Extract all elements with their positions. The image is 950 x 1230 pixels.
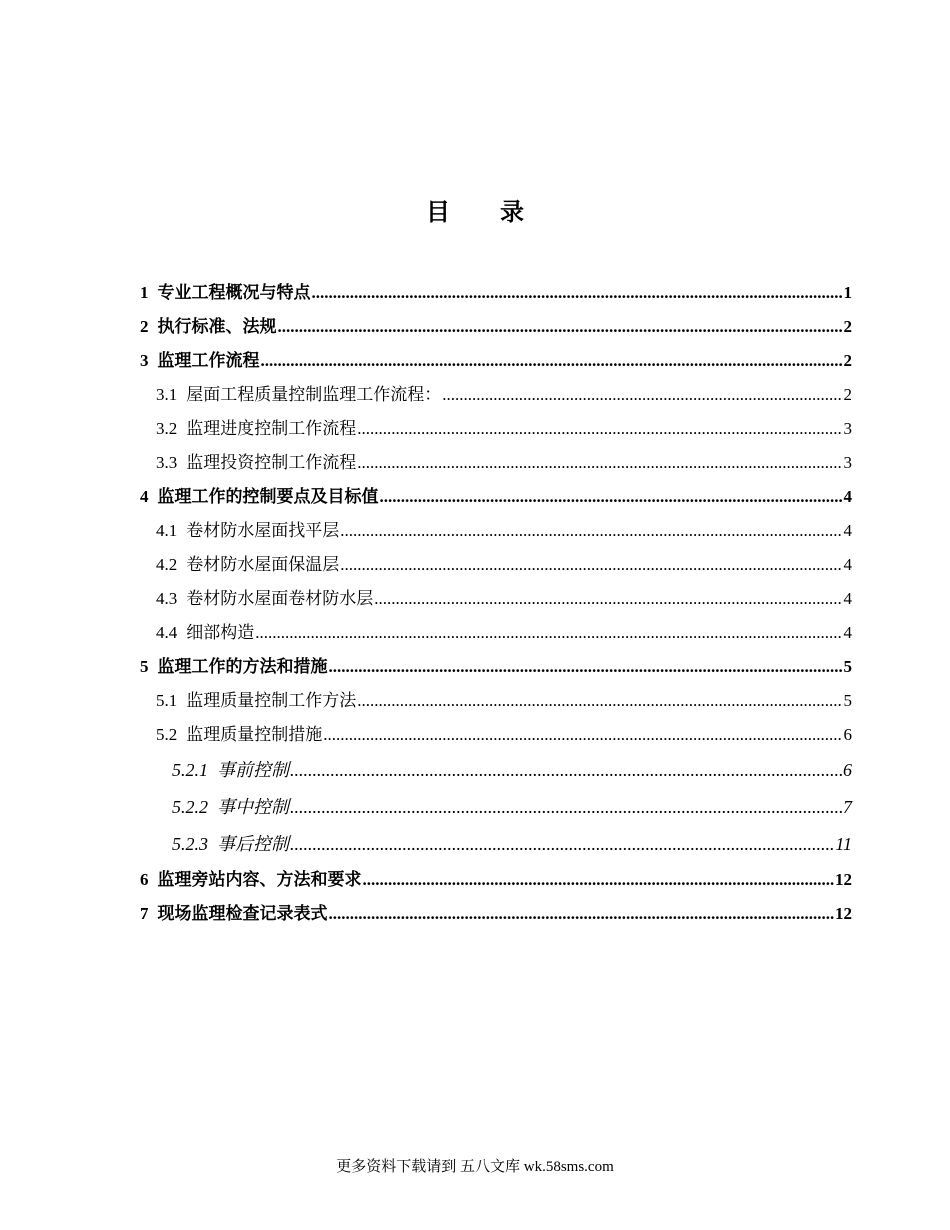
toc-entry-page: 4 xyxy=(843,521,852,540)
toc-title-part2: 录 xyxy=(500,200,524,226)
toc-entry-title: 屋面工程质量控制监理工作流程： xyxy=(186,385,442,404)
toc-dot-leader xyxy=(442,383,842,407)
toc-entry-page: 2 xyxy=(843,385,852,404)
toc-entry-number: 1 xyxy=(140,283,149,302)
toc-dot-leader xyxy=(255,621,842,645)
toc-entry-page: 6 xyxy=(843,725,852,744)
toc-dot-leader xyxy=(329,902,835,926)
toc-entry[interactable] xyxy=(156,519,852,543)
toc-entry[interactable] xyxy=(140,485,852,509)
toc-entry-title: 事后控制 xyxy=(217,834,289,854)
toc-entry-title: 监理投资控制工作流程 xyxy=(186,453,357,472)
toc-dot-leader xyxy=(357,417,842,441)
toc-entry[interactable] xyxy=(172,832,852,856)
toc-entry[interactable] xyxy=(140,281,852,305)
page-footer: 更多资料下载请到 五八文库 wk.58sms.com xyxy=(336,1159,614,1175)
toc-dot-leader xyxy=(329,655,843,679)
toc-entry-page: 4 xyxy=(843,555,852,574)
toc-entry-number: 3.1 xyxy=(156,385,178,404)
toc-dot-leader xyxy=(340,553,842,577)
toc-entry-title: 专业工程概况与特点 xyxy=(157,283,311,302)
toc-entry-page: 3 xyxy=(843,419,852,438)
toc-entry-page: 12 xyxy=(835,904,852,923)
toc-entry-number: 4.2 xyxy=(156,555,178,574)
toc-entry[interactable] xyxy=(156,723,852,747)
toc-entry[interactable] xyxy=(140,315,852,339)
toc-entry-number: 4.1 xyxy=(156,521,178,540)
toc-title xyxy=(0,192,950,227)
toc-entry-number: 4.4 xyxy=(156,623,178,642)
toc-entry[interactable] xyxy=(156,417,852,441)
toc-entry-number: 5.2.2 xyxy=(172,797,208,817)
toc-dot-leader xyxy=(290,795,842,819)
toc-entry-number: 4.3 xyxy=(156,589,178,608)
toc-entry-title: 监理质量控制工作方法 xyxy=(186,691,357,710)
toc-entry-title: 事中控制 xyxy=(217,797,289,817)
toc-entry-number: 3 xyxy=(140,351,149,370)
toc-dot-leader xyxy=(363,868,835,892)
toc-dot-leader xyxy=(357,689,842,713)
toc-entry-page: 4 xyxy=(843,487,852,506)
toc-entry[interactable] xyxy=(156,587,852,611)
toc-dot-leader xyxy=(290,832,834,856)
toc-entry[interactable] xyxy=(140,902,852,926)
toc-entry-title: 监理工作的控制要点及目标值 xyxy=(157,487,379,506)
toc-entry-title: 卷材防水屋面找平层 xyxy=(186,521,340,540)
toc-entry[interactable] xyxy=(156,383,852,407)
toc-entry-page: 3 xyxy=(843,453,852,472)
toc-entry[interactable] xyxy=(140,349,852,373)
toc-entry-number: 5.2 xyxy=(156,725,178,744)
toc-entry[interactable] xyxy=(172,795,852,819)
toc-entry-page: 2 xyxy=(843,351,852,370)
toc-entry[interactable] xyxy=(156,451,852,475)
toc-entry-number: 6 xyxy=(140,870,149,889)
toc-dot-leader xyxy=(323,723,842,747)
toc-entry[interactable] xyxy=(140,655,852,679)
toc-entry-page: 5 xyxy=(843,691,852,710)
toc-entry-number: 5.1 xyxy=(156,691,178,710)
toc-entry-title: 监理质量控制措施 xyxy=(186,725,323,744)
toc-entry-page: 11 xyxy=(835,834,852,854)
toc-entry-title: 监理工作的方法和措施 xyxy=(157,657,328,676)
toc-entry-number: 3.3 xyxy=(156,453,178,472)
toc-entry-number: 5 xyxy=(140,657,149,676)
toc-entry[interactable] xyxy=(156,621,852,645)
toc-entry-page: 2 xyxy=(843,317,852,336)
toc-entry-number: 3.2 xyxy=(156,419,178,438)
toc-dot-leader xyxy=(380,485,843,509)
toc-dot-leader xyxy=(261,349,843,373)
toc-entry-page: 5 xyxy=(843,657,852,676)
toc-dot-leader xyxy=(312,281,843,305)
toc-entry-title: 监理旁站内容、方法和要求 xyxy=(157,870,362,889)
toc-dot-leader xyxy=(290,758,842,782)
toc-entry-title: 执行标准、法规 xyxy=(157,317,277,336)
toc-entry-number: 2 xyxy=(140,317,149,336)
toc-dot-leader xyxy=(374,587,842,611)
toc-entry-number: 5.2.1 xyxy=(172,760,208,780)
toc-entry-page: 4 xyxy=(843,589,852,608)
toc-entry[interactable] xyxy=(172,758,852,782)
toc-entry-number: 5.2.3 xyxy=(172,834,208,854)
toc-entry[interactable] xyxy=(140,868,852,892)
toc-entry-title: 现场监理检查记录表式 xyxy=(157,904,328,923)
toc-entry[interactable] xyxy=(156,689,852,713)
toc-dot-leader xyxy=(340,519,842,543)
toc-entry-title: 卷材防水屋面卷材防水层 xyxy=(186,589,374,608)
toc-entry-page: 6 xyxy=(843,760,852,780)
toc-entry-page: 12 xyxy=(835,870,852,889)
toc-entry-title: 卷材防水屋面保温层 xyxy=(186,555,340,574)
toc-dot-leader xyxy=(278,315,843,339)
toc-entry-title: 监理进度控制工作流程 xyxy=(186,419,357,438)
toc-entry-page: 4 xyxy=(843,623,852,642)
toc-entry-number: 7 xyxy=(140,904,149,923)
toc-entry-title: 监理工作流程 xyxy=(157,351,260,370)
toc-entry-title: 事前控制 xyxy=(217,760,289,780)
toc-entry-page: 7 xyxy=(843,797,852,817)
toc-entry[interactable] xyxy=(156,553,852,577)
toc-entry-number: 4 xyxy=(140,487,149,506)
toc-entry-page: 1 xyxy=(843,283,852,302)
toc-title-part1: 目 xyxy=(426,200,450,226)
toc-entry-title: 细部构造 xyxy=(186,623,255,642)
toc-dot-leader xyxy=(357,451,842,475)
